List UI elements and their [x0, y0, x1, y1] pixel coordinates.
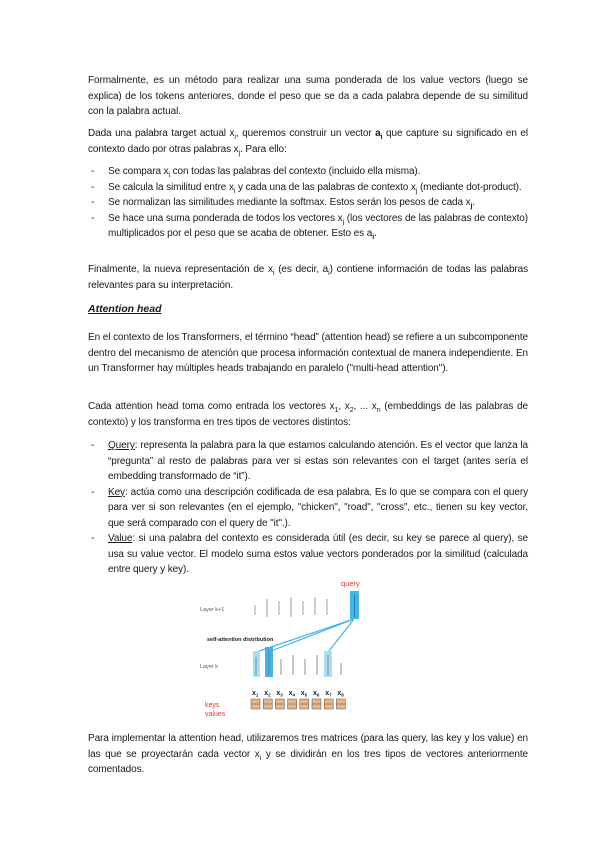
paragraph-target-word: [88, 126, 528, 157]
qkv-list: [88, 438, 528, 578]
x-label: $x_4$: [288, 690, 296, 698]
paragraph-implementation: Para implementar la attention head, utilizaremos tres matrices (para las query, las key y los value) en las que se proyectarán cada vector $x_i$ y se dividirán en los tres tipos de vectores anteriormente comentados.: [88, 733, 528, 775]
section-heading: Attention head: [88, 303, 162, 315]
x-label: $x_2$: [264, 690, 271, 698]
list-item: - Se normalizan las similitudes mediante la softmax. Estos serán los pesos de cada $x_j$.: [91, 197, 476, 210]
x-label: $x_1$: [252, 690, 259, 698]
paragraph-head-definition: En el contexto de los Transformers, el término “head” (attention head) se refiere a un subcomponente dentro del mecanismo de atención que procesa información contextual de manera independiente. En un Transformer hay múltiples heads trabajando en paralelo ("multi-head attention").: [88, 332, 528, 374]
values-label: values: [205, 711, 226, 717]
list-item: - Se calcula la similitud entre $x_i$ y cada una de las palabras de contexto $x_j$ (mediante dot-product).: [91, 181, 522, 195]
text-run: que capture su significado en el contexto dado por otras palabras x: [88, 128, 528, 155]
subscript: i: [234, 134, 236, 141]
text-run-bold: a: [375, 128, 381, 139]
list-item-key: - Key: actúa como una descripción codificada de esa palabra. Es lo que se compara con el query para ver si son relevantes (en el ejemplo, "chicken", "road", "cross", etc., tienen su key vector, que será comparado con el query de "it".).: [91, 486, 528, 529]
text-run: . Para ello:: [240, 143, 287, 155]
subscript: i: [380, 134, 383, 141]
x-label: $x_3$: [276, 690, 283, 698]
text-run: Dada una palabra target actual x: [88, 128, 235, 139]
x-label: $x_7$: [325, 690, 332, 698]
list-item: - Se compara $x_i$ con todas las palabras del contexto (incluido ella misma).: [91, 166, 421, 179]
list-item-value: - Value: si una palabra del contexto es considerada útil (es decir, su key se parece al query), se usa su value vector. El modelo suma estos value vectors ponderados por la similitud (calculada entre query y key).: [91, 533, 528, 575]
self-attention-label: self-attention distribution: [207, 637, 274, 643]
x-label: $x_6$: [313, 690, 320, 698]
layer-k1-label: Layer k+1: [200, 607, 225, 613]
self-attention-diagram: [195, 575, 390, 687]
key-value-row: [195, 685, 390, 717]
list-item-query: - Query: representa la palabra para la que estamos calculando atención. Es el vector que lanza la “pregunta” al resto de palabras para ver si estas son relevantes con el target (antes sería el embedding transformado de “it”).: [91, 440, 528, 482]
text-run: , queremos construir un vector: [235, 128, 376, 139]
x-labels: [252, 690, 344, 698]
x-label: $x_8$: [337, 690, 344, 698]
subscript: j: [238, 149, 241, 157]
kv-boxes: [251, 699, 345, 709]
query-label: query: [341, 579, 360, 588]
layer-k-label: Layer k: [200, 664, 219, 670]
token-highlight-light: [253, 651, 260, 677]
x-label: $x_5$: [300, 690, 308, 698]
keys-label: keys: [205, 702, 220, 709]
attention-line: [259, 619, 354, 651]
list-item: - Se hace una suma ponderada de todos los vectores $x_j$ (los vectores de las palabras de contexto) multiplicados por el peso que se acaba de obtener. Esto es $a_i$.: [91, 212, 529, 241]
attention-lines: [259, 619, 354, 651]
layer-k1-tokens: [255, 597, 327, 617]
paragraph-input-vectors: Cada attention head toma como entrada los vectores $x_1$, $x_2$, ... $x_n$ (embeddings de las palabras de contexto) y los transforma en tres tipos de vectores distintos:: [88, 401, 528, 428]
paragraph-final-representation: Finalmente, la nueva representación de $x_i$ (es decir, $a_i$) contiene información de todas las palabras relevantes para su interpretación.: [88, 264, 529, 291]
paragraph-definition: Formalmente, es un método para realizar una suma ponderada de los value vectors (luego se explica) de los tokens anteriores, donde el peso que se da a cada palabra depende de su similitud con la palabra actual.: [88, 75, 528, 117]
steps-list: [88, 164, 528, 242]
